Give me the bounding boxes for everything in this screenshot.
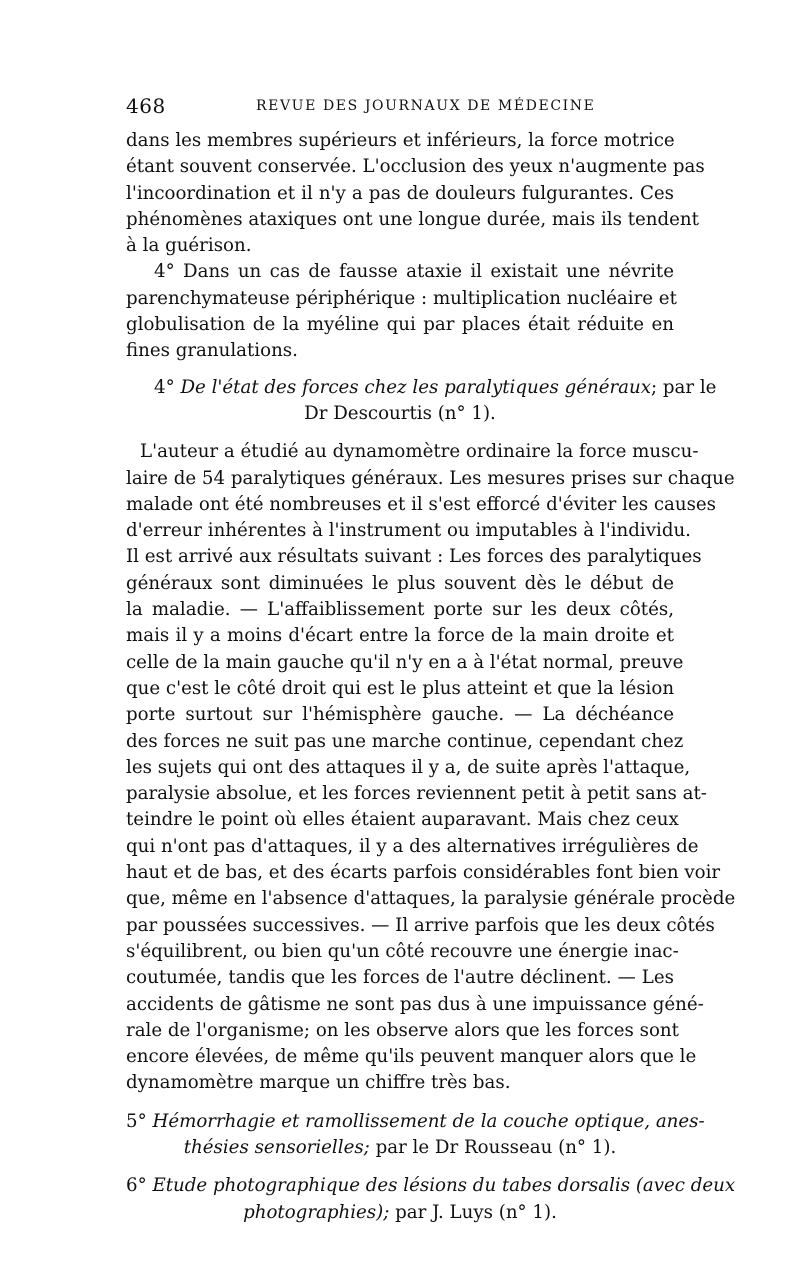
- text-line: par poussées successives. — Il arrive parfois que les deux côtés: [126, 914, 715, 936]
- text-line: globulisation de la myéline qui par places était réduite en: [126, 314, 674, 336]
- section-title: Hémorrhagie et ramollissement de la couche optique, anes-: [152, 1110, 705, 1132]
- text-line: étant souvent conservée. L'occlusion des yeux n'augmente pas: [126, 156, 705, 178]
- text-line: celle de la main gauche qu'il n'y en a à l'état normal, preuve: [126, 651, 684, 673]
- text-line: dans les membres supérieurs et inférieurs, la force motrice: [126, 130, 675, 151]
- text-line: que c'est le côté droit qui est le plus atteint et que la lésion: [126, 677, 675, 699]
- section-author: Dr Descourtis (n° 1).: [304, 402, 496, 424]
- text-line: Il est arrivé aux résultats suivant : Les forces des paralytiques: [126, 546, 702, 568]
- text-line: dynamomètre marque un chiffre très bas.: [126, 1072, 511, 1094]
- page-number: 468: [126, 94, 166, 118]
- text-line: les sujets qui ont des attaques il y a, de suite après l'attaque,: [126, 756, 691, 778]
- section-byline: par J. Luys (n° 1).: [395, 1201, 557, 1223]
- section-title-line: [126, 1109, 705, 1135]
- page-header: [126, 94, 674, 124]
- text-line: que, même en l'absence d'attaques, la paralysie générale procède: [126, 888, 736, 910]
- text-line: l'incoordination et il n'y a pas de douleurs fulgurantes. Ces: [126, 182, 674, 204]
- section-title-line: [126, 375, 717, 401]
- text-line: parenchymateuse périphérique : multiplication nucléaire et: [126, 287, 677, 309]
- section-title-line: [126, 1173, 736, 1199]
- section-title: De l'état des forces chez les paralytiques généraux: [180, 376, 651, 398]
- text-line: s'équilibrent, ou bien qu'un côté recouvre une énergie inac-: [126, 940, 679, 962]
- section-title-cont: photographies);: [243, 1201, 390, 1223]
- section-heading-6: [126, 1173, 736, 1226]
- text-line: accidents de gâtisme ne sont pas dus à une impuissance géné-: [126, 993, 704, 1015]
- section-heading-4: [126, 375, 717, 428]
- paragraph-ataxia-cont: [126, 128, 705, 259]
- text-line: 4° Dans un cas de fausse ataxie il existait une névrite: [154, 261, 674, 283]
- running-head: REVUE DES JOURNAUX DE MÉDECINE: [256, 98, 596, 114]
- text-line: d'erreur inhérentes à l'instrument ou imputables à l'individu.: [126, 520, 691, 542]
- text-line: la maladie. — L'affaiblissement porte sur les deux côtés,: [126, 599, 674, 621]
- text-line: teindre le point où elles étaient auparavant. Mais chez ceux: [126, 809, 679, 831]
- section-title-line: [126, 1200, 674, 1226]
- text-line: mais il y a moins d'écart entre la force de la main droite et: [126, 625, 674, 647]
- text-line: porte surtout sur l'hémisphère gauche. — La déchéance: [126, 704, 674, 726]
- text-line: haut et de bas, et des écarts parfois considérables font bien voir: [126, 862, 721, 884]
- section-by: ; par le: [650, 376, 717, 398]
- paragraph-dynamometer-study: [126, 439, 736, 1096]
- section-number: 4°: [154, 376, 175, 398]
- paragraph-false-ataxia: [126, 259, 677, 364]
- section-title-cont: thésies sensorielles;: [183, 1136, 370, 1158]
- page-body: [126, 128, 736, 1226]
- text-line: L'auteur a étudié au dynamomètre ordinaire la force muscu-: [140, 441, 699, 463]
- text-line: fines granulations.: [126, 340, 298, 362]
- text-line: à la guérison.: [126, 235, 252, 257]
- text-line: encore élevées, de même qu'ils peuvent manquer alors que le: [126, 1046, 697, 1068]
- text-line: rale de l'organisme; on les observe alors que les forces sont: [126, 1019, 679, 1041]
- section-byline: par le Dr Rousseau (n° 1).: [375, 1136, 617, 1158]
- text-line: paralysie absolue, et les forces reviennent petit à petit sans at-: [126, 783, 707, 805]
- text-line: laire de 54 paralytiques généraux. Les mesures prises sur chaque: [126, 467, 735, 489]
- text-line: malade ont été nombreuses et il s'est efforcé d'éviter les causes: [126, 493, 717, 515]
- text-line: coutumée, tandis que les forces de l'autre déclinent. — Les: [126, 967, 674, 989]
- text-line: qui n'ont pas d'attaques, il y a des alternatives irrégulières de: [126, 835, 699, 857]
- text-line: généraux sont diminuées le plus souvent dès le début de: [126, 572, 674, 594]
- section-title-line: [126, 1135, 674, 1161]
- text-line: des forces ne suit pas une marche continue, cependant chez: [126, 730, 684, 752]
- section-number: 6°: [126, 1175, 147, 1197]
- section-heading-5: [126, 1109, 705, 1162]
- text-line: phénomènes ataxiques ont une longue durée, mais ils tendent: [126, 208, 699, 230]
- section-title: Etude photographique des lésions du tabes dorsalis (avec deux: [152, 1175, 736, 1197]
- section-number: 5°: [126, 1110, 147, 1132]
